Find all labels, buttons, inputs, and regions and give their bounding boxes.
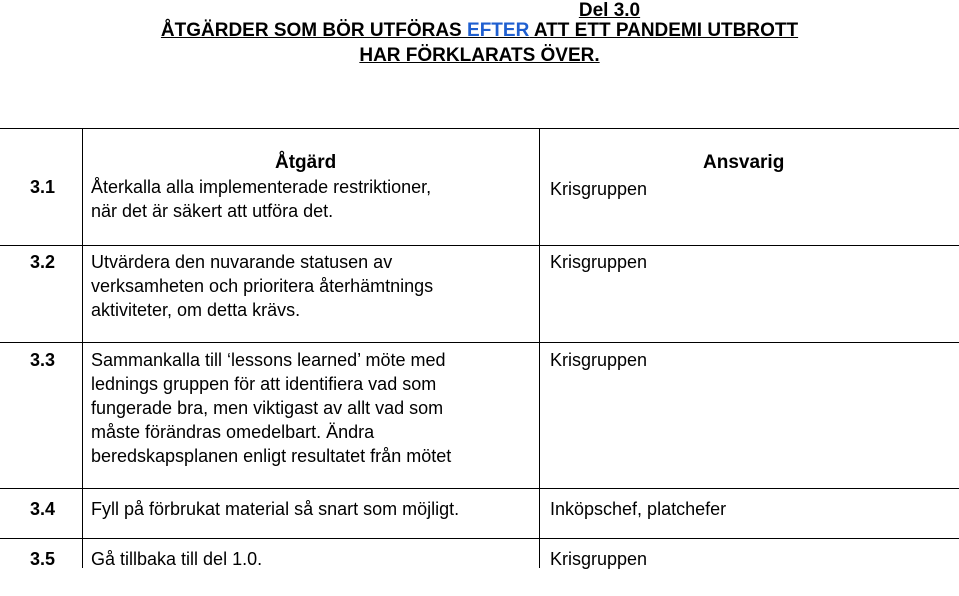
section-title-line-2: HAR FÖRKLARATS ÖVER. [359,45,600,66]
grid-vline [539,128,540,568]
section-title-post: ATT ETT PANDEMI UTBROTT [529,20,799,41]
row-number: 3.5 [30,549,56,569]
grid-hline [0,128,959,129]
header-responsible: Ansvarig [703,152,785,173]
row-action-line: Utvärdera den nuvarande statusen av [91,252,393,272]
row-action-line: Fyll på förbrukat material så snart som möjligt. [91,499,460,519]
row-action-line: beredskapsplanen enligt resultatet från mötet [91,446,452,466]
section-title-highlight: EFTER [467,20,530,41]
section-number: Del 3.0 [578,0,641,21]
row-action [91,547,531,571]
row-action-line: aktiviteter, om detta krävs. [91,300,301,320]
row-responsible: Krisgruppen [550,179,648,199]
row-action [91,348,531,468]
row-action-line: när det är säkert att utföra det. [91,201,334,221]
row-number: 3.2 [30,252,56,272]
section-title-line-1 [0,20,959,42]
row-action [91,497,531,521]
grid-vline [82,128,83,568]
row-action-line: Gå tillbaka till del 1.0. [91,549,263,569]
row-action [91,175,531,223]
row-action-line: lednings gruppen för att identifiera vad som [91,374,437,394]
row-responsible: Krisgruppen [550,549,648,569]
grid-hline [0,245,959,246]
row-number: 3.4 [30,499,56,519]
row-action-line: Återkalla alla implementerade restriktioner, [91,177,432,197]
row-action-line: fungerade bra, men viktigast av allt vad som [91,398,444,418]
grid-hline [0,488,959,489]
grid-hline [0,538,959,539]
grid-hline [0,342,959,343]
row-action-line: måste förändras omedelbart. Ändra [91,422,375,442]
header-action: Åtgärd [275,152,337,173]
row-action-line: verksamheten och prioritera återhämtnings [91,276,434,296]
row-number: 3.1 [30,177,56,197]
section-title-pre: ÅTGÄRDER SOM BÖR UTFÖRAS [160,20,468,41]
row-responsible: Inköpschef, platchefer [550,499,727,519]
row-responsible: Krisgruppen [550,350,648,370]
row-responsible: Krisgruppen [550,252,648,272]
row-action-line: Sammankalla till ‘lessons learned’ möte med [91,350,446,370]
row-action [91,250,531,322]
row-number: 3.3 [30,350,56,370]
